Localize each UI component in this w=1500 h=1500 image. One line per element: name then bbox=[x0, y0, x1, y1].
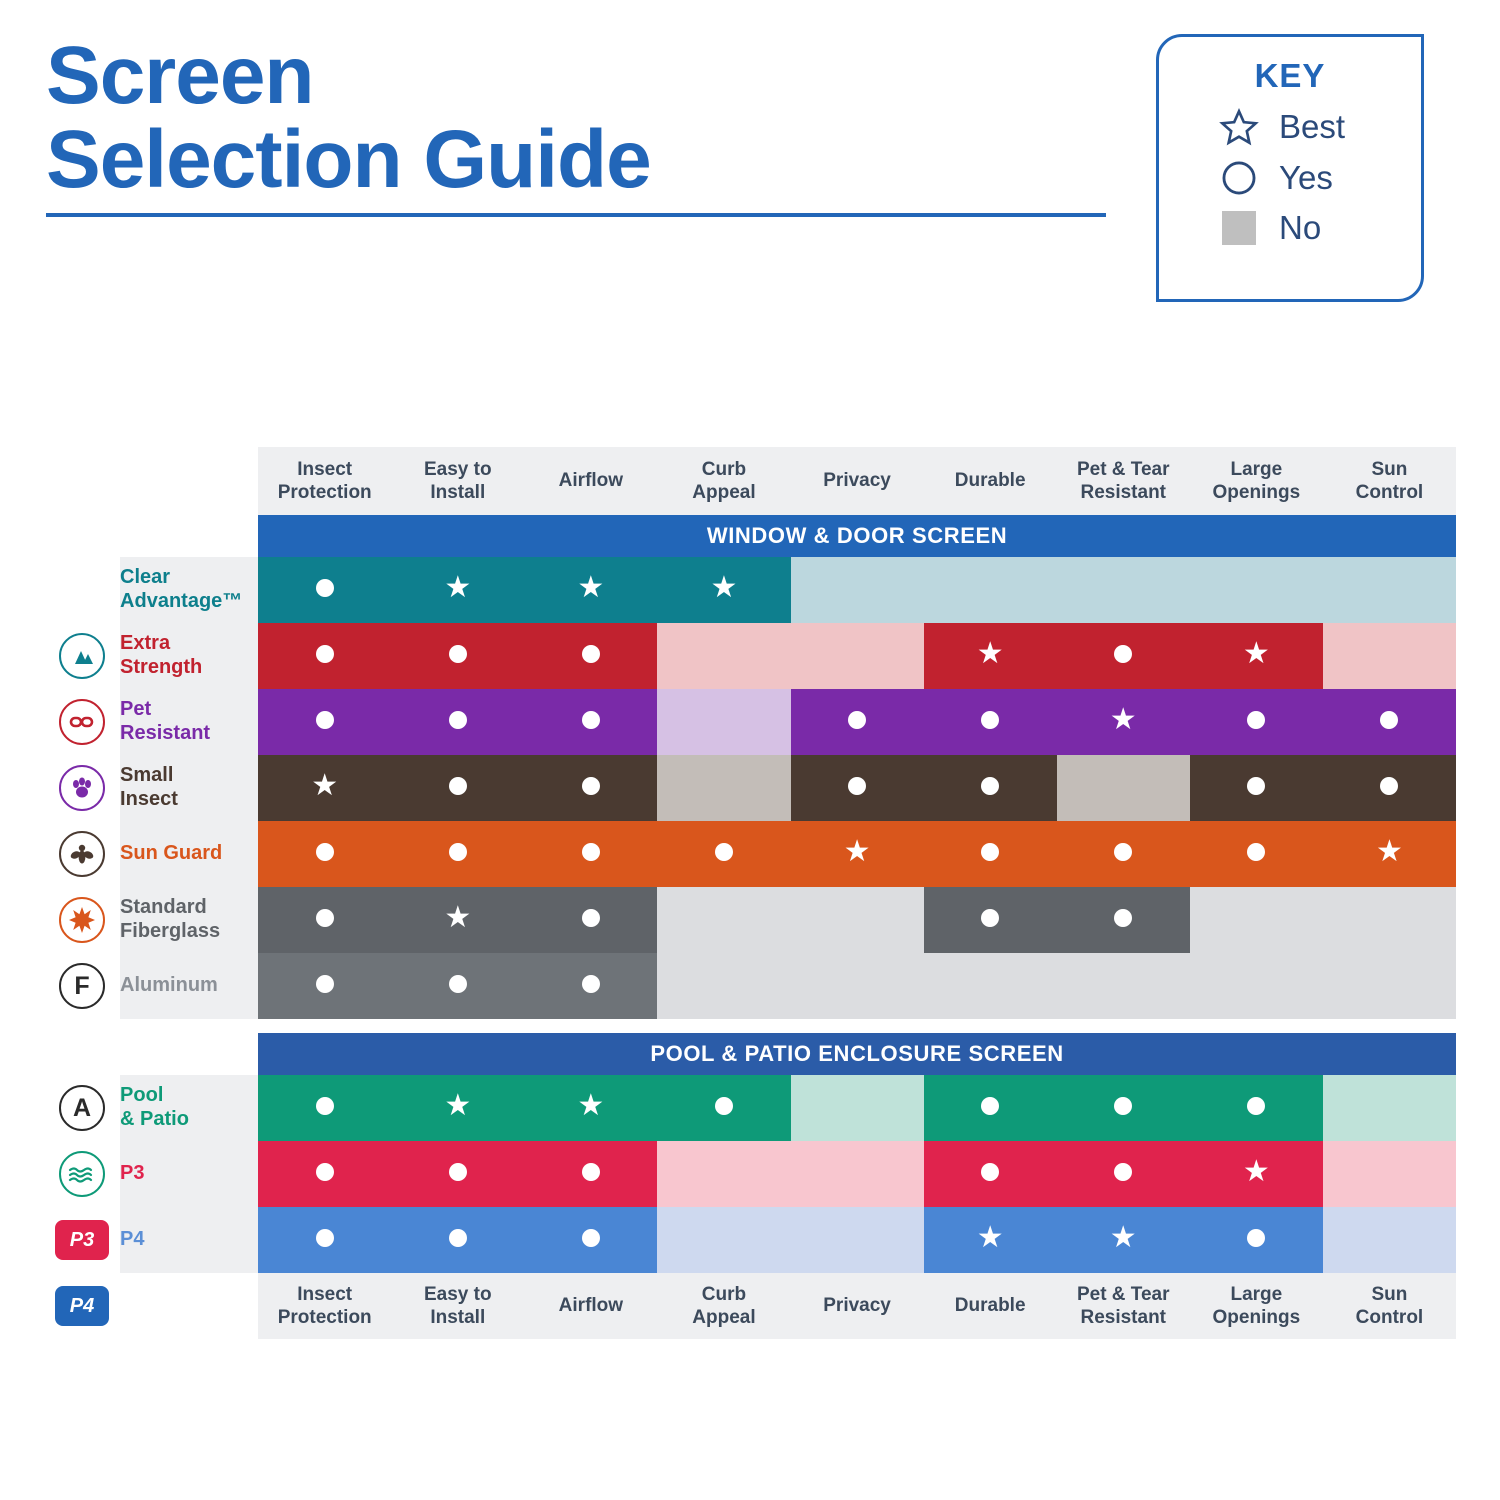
matrix-cell bbox=[1190, 1141, 1323, 1207]
matrix-cell bbox=[924, 623, 1057, 689]
matrix-cell bbox=[1323, 887, 1456, 953]
matrix-cell bbox=[524, 1141, 657, 1207]
matrix-cell bbox=[391, 755, 524, 821]
matrix-cell bbox=[791, 1141, 924, 1207]
matrix-cell bbox=[791, 755, 924, 821]
dot-icon bbox=[848, 777, 866, 795]
matrix-cell bbox=[391, 1141, 524, 1207]
row-label: Standard Fiberglass bbox=[120, 887, 258, 953]
matrix-cell bbox=[391, 689, 524, 755]
matrix-cell bbox=[1057, 1141, 1190, 1207]
dot-icon bbox=[1380, 777, 1398, 795]
dot-icon bbox=[316, 579, 334, 597]
star-icon: ★ bbox=[1109, 1221, 1137, 1254]
page-title-line2: Selection Guide bbox=[46, 113, 651, 205]
row-icon-cell bbox=[44, 689, 120, 755]
matrix-cell bbox=[1323, 1207, 1456, 1273]
matrix-cell bbox=[791, 623, 924, 689]
matrix-cell bbox=[1057, 821, 1190, 887]
dot-icon bbox=[449, 645, 467, 663]
row-icon-cell bbox=[44, 1141, 120, 1207]
dot-icon bbox=[1247, 711, 1265, 729]
matrix-cell bbox=[657, 1141, 790, 1207]
selection-matrix bbox=[44, 447, 1456, 1339]
dot-icon bbox=[449, 975, 467, 993]
matrix-cell bbox=[258, 623, 391, 689]
row-label: Pet Resistant bbox=[120, 689, 258, 755]
matrix-cell bbox=[791, 887, 924, 953]
matrix-cell bbox=[1323, 689, 1456, 755]
matrix-cell bbox=[657, 755, 790, 821]
matrix-cell bbox=[1057, 887, 1190, 953]
matrix-cell bbox=[1057, 1207, 1190, 1273]
dot-icon bbox=[1114, 843, 1132, 861]
bee-icon bbox=[59, 831, 105, 877]
row-icon-cell bbox=[44, 623, 120, 689]
dot-icon bbox=[316, 1097, 334, 1115]
star-icon: ★ bbox=[976, 1221, 1004, 1254]
matrix-header-row bbox=[44, 447, 1456, 515]
column-header-insect-protection: Insect Protection bbox=[258, 447, 391, 515]
matrix-cell bbox=[924, 821, 1057, 887]
dot-icon bbox=[582, 777, 600, 795]
matrix-cell bbox=[1190, 557, 1323, 623]
star-icon: ★ bbox=[1242, 637, 1270, 670]
matrix-cell bbox=[924, 755, 1057, 821]
dot-icon bbox=[316, 909, 334, 927]
matrix-cell bbox=[1057, 557, 1190, 623]
matrix-row[interactable] bbox=[44, 821, 1456, 887]
section-header-row bbox=[44, 515, 1456, 557]
matrix-row[interactable] bbox=[44, 689, 1456, 755]
dot-icon bbox=[449, 777, 467, 795]
dot-icon bbox=[582, 843, 600, 861]
matrix-cell bbox=[258, 1141, 391, 1207]
matrix-cell bbox=[1057, 755, 1190, 821]
matrix-cell bbox=[391, 953, 524, 1019]
matrix-cell bbox=[791, 1075, 924, 1141]
matrix-cell bbox=[1190, 623, 1323, 689]
matrix-cell bbox=[1057, 1075, 1190, 1141]
matrix-cell bbox=[657, 557, 790, 623]
matrix-cell bbox=[1057, 953, 1190, 1019]
matrix-cell bbox=[657, 821, 790, 887]
matrix-cell bbox=[391, 1075, 524, 1141]
matrix-row[interactable] bbox=[44, 557, 1456, 623]
p3-logo-icon: P3 bbox=[55, 1220, 109, 1260]
row-icon-cell bbox=[44, 1207, 120, 1273]
matrix-cell bbox=[258, 1207, 391, 1273]
dot-icon bbox=[1247, 843, 1265, 861]
matrix-cell bbox=[524, 689, 657, 755]
matrix-cell bbox=[791, 821, 924, 887]
row-label: P4 bbox=[120, 1207, 258, 1273]
matrix-footer-row bbox=[44, 1273, 1456, 1339]
matrix-cell bbox=[258, 689, 391, 755]
dot-icon bbox=[582, 711, 600, 729]
dot-icon bbox=[316, 711, 334, 729]
matrix-cell bbox=[258, 953, 391, 1019]
dot-icon bbox=[1114, 1163, 1132, 1181]
dot-icon bbox=[1114, 1097, 1132, 1115]
star-icon: ★ bbox=[444, 901, 472, 934]
matrix-cell bbox=[524, 557, 657, 623]
column-header-pet-tear-resistant: Pet & Tear Resistant bbox=[1057, 447, 1190, 515]
column-footer-sun-control: Sun Control bbox=[1323, 1273, 1456, 1339]
dot-icon bbox=[1247, 1097, 1265, 1115]
matrix-cell bbox=[1323, 953, 1456, 1019]
row-icon-cell bbox=[44, 821, 120, 887]
dot-icon bbox=[715, 843, 733, 861]
star-icon: ★ bbox=[976, 637, 1004, 670]
matrix-cell bbox=[1190, 755, 1323, 821]
matrix-cell bbox=[1057, 623, 1190, 689]
star-icon: ★ bbox=[577, 1089, 605, 1122]
column-header-privacy: Privacy bbox=[791, 447, 924, 515]
dot-icon bbox=[582, 645, 600, 663]
dot-icon bbox=[316, 975, 334, 993]
dot-icon bbox=[981, 711, 999, 729]
dot-icon bbox=[449, 1163, 467, 1181]
row-icon-cell bbox=[44, 887, 120, 953]
waves-icon bbox=[59, 1151, 105, 1197]
dot-icon bbox=[981, 909, 999, 927]
star-icon: ★ bbox=[843, 835, 871, 868]
star-icon: ★ bbox=[1242, 1155, 1270, 1188]
matrix-cell bbox=[1323, 557, 1456, 623]
paw-icon bbox=[59, 765, 105, 811]
dot-icon bbox=[981, 777, 999, 795]
star-icon bbox=[1215, 107, 1263, 147]
key-item-no bbox=[1215, 209, 1421, 247]
matrix-cell bbox=[391, 821, 524, 887]
key-label-best: Best bbox=[1279, 108, 1346, 145]
matrix-cell bbox=[524, 1207, 657, 1273]
matrix-cell bbox=[1190, 821, 1323, 887]
gray-square-icon bbox=[1215, 211, 1263, 245]
key-label-no: No bbox=[1279, 209, 1322, 246]
matrix-cell bbox=[524, 1075, 657, 1141]
matrix-row[interactable] bbox=[44, 623, 1456, 689]
matrix-cell bbox=[524, 755, 657, 821]
page-header bbox=[46, 30, 1456, 246]
circle-icon bbox=[1215, 159, 1263, 197]
key-title: KEY bbox=[1254, 57, 1326, 94]
column-footer-privacy: Privacy bbox=[791, 1273, 924, 1339]
chain-link-icon bbox=[59, 699, 105, 745]
column-footer-easy-to-install: Easy to Install bbox=[391, 1273, 524, 1339]
dot-icon bbox=[981, 843, 999, 861]
dot-icon bbox=[981, 1097, 999, 1115]
matrix-table bbox=[44, 447, 1456, 1339]
matrix-row[interactable] bbox=[44, 1075, 1456, 1141]
dot-icon bbox=[715, 1097, 733, 1115]
column-header-sun-control: Sun Control bbox=[1323, 447, 1456, 515]
matrix-cell bbox=[391, 1207, 524, 1273]
matrix-cell bbox=[1323, 1075, 1456, 1141]
dot-icon bbox=[1114, 909, 1132, 927]
row-label: Small Insect bbox=[120, 755, 258, 821]
matrix-cell bbox=[1190, 1075, 1323, 1141]
dot-icon bbox=[582, 1229, 600, 1247]
dot-icon bbox=[316, 645, 334, 663]
matrix-cell bbox=[924, 1075, 1057, 1141]
matrix-row[interactable] bbox=[44, 953, 1456, 1019]
matrix-cell bbox=[524, 887, 657, 953]
matrix-cell bbox=[924, 1207, 1057, 1273]
row-label: Sun Guard bbox=[120, 821, 258, 887]
star-icon: ★ bbox=[577, 571, 605, 604]
dot-icon bbox=[582, 909, 600, 927]
matrix-cell bbox=[1057, 689, 1190, 755]
section-title: WINDOW & DOOR SCREEN bbox=[258, 515, 1456, 557]
dot-icon bbox=[1380, 711, 1398, 729]
matrix-cell bbox=[791, 953, 924, 1019]
star-icon: ★ bbox=[311, 769, 339, 802]
matrix-cell bbox=[924, 557, 1057, 623]
row-icon-cell bbox=[44, 953, 120, 1019]
matrix-cell bbox=[1323, 1141, 1456, 1207]
star-icon: ★ bbox=[444, 571, 472, 604]
key-label-yes: Yes bbox=[1279, 159, 1333, 196]
matrix-cell bbox=[1190, 1207, 1323, 1273]
matrix-cell bbox=[1323, 821, 1456, 887]
matrix-cell bbox=[258, 821, 391, 887]
sun-burst-icon bbox=[59, 897, 105, 943]
dot-icon bbox=[1247, 777, 1265, 795]
matrix-cell bbox=[657, 1207, 790, 1273]
matrix-cell bbox=[657, 887, 790, 953]
dot-icon bbox=[449, 711, 467, 729]
matrix-cell bbox=[258, 557, 391, 623]
column-footer-durable: Durable bbox=[924, 1273, 1057, 1339]
dot-icon bbox=[1114, 645, 1132, 663]
key-legend bbox=[1156, 34, 1424, 302]
dot-icon bbox=[848, 711, 866, 729]
key-item-yes bbox=[1215, 159, 1421, 197]
star-icon: ★ bbox=[1109, 703, 1137, 736]
matrix-cell bbox=[1190, 689, 1323, 755]
dot-icon bbox=[981, 1163, 999, 1181]
column-footer-airflow: Airflow bbox=[524, 1273, 657, 1339]
matrix-cell bbox=[258, 755, 391, 821]
dot-icon bbox=[582, 975, 600, 993]
title-block bbox=[46, 30, 1106, 217]
matrix-row[interactable] bbox=[44, 1207, 1456, 1273]
matrix-row[interactable] bbox=[44, 755, 1456, 821]
column-footer-pet-tear-resistant: Pet & Tear Resistant bbox=[1057, 1273, 1190, 1339]
matrix-cell bbox=[924, 1141, 1057, 1207]
mountains-icon bbox=[59, 633, 105, 679]
column-footer-insect-protection: Insect Protection bbox=[258, 1273, 391, 1339]
matrix-cell bbox=[524, 623, 657, 689]
matrix-cell bbox=[391, 887, 524, 953]
matrix-cell bbox=[657, 1075, 790, 1141]
matrix-cell bbox=[524, 953, 657, 1019]
matrix-cell bbox=[391, 557, 524, 623]
row-icon-cell bbox=[44, 1273, 120, 1339]
section-header-row bbox=[44, 1033, 1456, 1075]
dot-icon bbox=[582, 1163, 600, 1181]
dot-icon bbox=[316, 1163, 334, 1181]
dot-icon bbox=[1247, 1229, 1265, 1247]
matrix-row[interactable] bbox=[44, 887, 1456, 953]
matrix-cell bbox=[657, 623, 790, 689]
section-spacer bbox=[44, 1019, 1456, 1033]
matrix-cell bbox=[657, 689, 790, 755]
matrix-cell bbox=[657, 953, 790, 1019]
column-header-airflow: Airflow bbox=[524, 447, 657, 515]
matrix-cell bbox=[1190, 953, 1323, 1019]
matrix-cell bbox=[791, 689, 924, 755]
star-icon: ★ bbox=[710, 571, 738, 604]
letter-f-icon: F bbox=[59, 963, 105, 1009]
column-header-large-openings: Large Openings bbox=[1190, 447, 1323, 515]
matrix-cell bbox=[258, 887, 391, 953]
row-label: Aluminum bbox=[120, 953, 258, 1019]
page-title-line1: Screen bbox=[46, 30, 314, 121]
row-icon-cell bbox=[44, 755, 120, 821]
column-header-curb-appeal: Curb Appeal bbox=[657, 447, 790, 515]
dot-icon bbox=[449, 843, 467, 861]
matrix-cell bbox=[924, 953, 1057, 1019]
row-icon-cell bbox=[44, 1075, 120, 1141]
section-title: POOL & PATIO ENCLOSURE SCREEN bbox=[258, 1033, 1456, 1075]
matrix-cell bbox=[791, 557, 924, 623]
title-underline bbox=[46, 213, 1106, 217]
p4-logo-icon: P4 bbox=[55, 1286, 109, 1326]
dot-icon bbox=[316, 843, 334, 861]
matrix-cell bbox=[524, 821, 657, 887]
matrix-cell bbox=[924, 887, 1057, 953]
column-header-durable: Durable bbox=[924, 447, 1057, 515]
row-label: Clear Advantage™ bbox=[120, 557, 258, 623]
row-label: P3 bbox=[120, 1141, 258, 1207]
matrix-cell bbox=[1323, 623, 1456, 689]
matrix-cell bbox=[258, 1075, 391, 1141]
row-icon-cell bbox=[44, 557, 120, 623]
dot-icon bbox=[316, 1229, 334, 1247]
column-header-easy-to-install: Easy to Install bbox=[391, 447, 524, 515]
matrix-row[interactable] bbox=[44, 1141, 1456, 1207]
matrix-cell bbox=[924, 689, 1057, 755]
row-label: Pool & Patio bbox=[120, 1075, 258, 1141]
key-item-best bbox=[1215, 107, 1421, 147]
star-icon: ★ bbox=[1375, 835, 1403, 868]
row-label: Extra Strength bbox=[120, 623, 258, 689]
dot-icon bbox=[449, 1229, 467, 1247]
matrix-cell bbox=[1323, 755, 1456, 821]
matrix-cell bbox=[391, 623, 524, 689]
matrix-cell bbox=[791, 1207, 924, 1273]
column-footer-large-openings: Large Openings bbox=[1190, 1273, 1323, 1339]
star-icon: ★ bbox=[444, 1089, 472, 1122]
letter-a-icon: A bbox=[59, 1085, 105, 1131]
matrix-cell bbox=[1190, 887, 1323, 953]
column-footer-curb-appeal: Curb Appeal bbox=[657, 1273, 790, 1339]
